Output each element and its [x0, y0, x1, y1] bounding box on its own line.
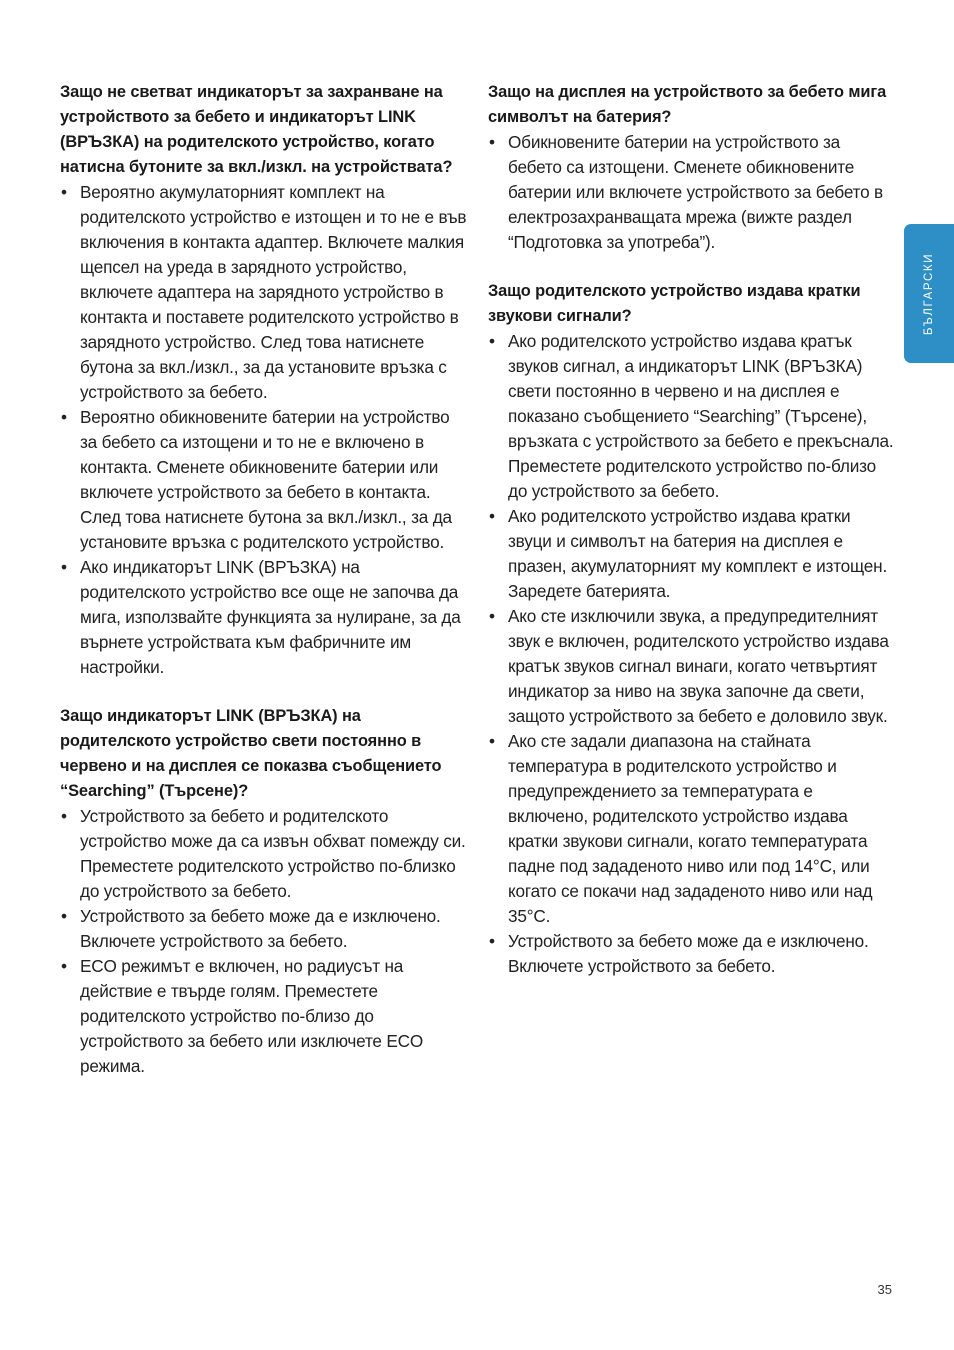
faq-answer: [60, 904, 468, 954]
bullet-icon: •: [61, 956, 67, 976]
faq-question: Защо не светват индикаторът за захранване на устройството за бебето и индикаторът LINK (ВРЪЗКА) на родителското устройство, когато натисна бутоните за вкл./изкл. на устройствата?: [60, 83, 453, 176]
faq-answer: [488, 604, 896, 729]
faq-answer-text: Устройството за бебето може да е изключено. Включете устройството за бебето.: [80, 906, 441, 951]
faq-section: [488, 80, 896, 255]
faq-answer: [60, 405, 468, 555]
bullet-icon: •: [61, 557, 67, 577]
left-column: [60, 80, 468, 1103]
faq-answers: [60, 804, 468, 1079]
faq-section: [488, 279, 896, 979]
faq-answer-text: Обикновените батерии на устройството за бебето са изтощени. Сменете обикновените батерии или включете устройството за бебето в електрозахранващата мрежа (вижте раздел “Подготовка за употреба”).: [508, 132, 883, 252]
faq-answer-text: Вероятно обикновените батерии на устройство за бебето са изтощени и то не е включено в контакта. Сменете обикновените батерии или включете устройството за бебето в контакта. След това натиснете бутона за вкл./изкл., за да установите връзка с родителското устройство.: [80, 407, 452, 552]
page-number: 35: [877, 1282, 892, 1297]
faq-answer: [488, 929, 896, 979]
faq-answer-text: Ако родителското устройство издава кратък звуков сигнал, а индикаторът LINK (ВРЪЗКА) свети постоянно в червено и на дисплея е показано съобщението “Searching” (Търсене), връзката с устройството за бебето е прекъснала. Преместете родителското устройство по-близо до устройството за бебето.: [508, 331, 894, 501]
right-column: [488, 80, 896, 1003]
faq-question: Защо на дисплея на устройството за бебето мига символът на батерия?: [488, 83, 887, 126]
faq-answer: [60, 954, 468, 1079]
faq-answer: [488, 504, 896, 604]
bullet-icon: •: [61, 182, 67, 202]
faq-answer-text: Ако сте изключили звука, а предупредителният звук е включен, родителското устройство издава кратък звуков сигнал винаги, когато четвъртият индикатор за ниво на звука започне да свети, защото устройството за бебето е доловило звук.: [508, 606, 889, 726]
faq-answer-text: Устройството за бебето може да е изключено. Включете устройството за бебето.: [508, 931, 869, 976]
bullet-icon: •: [489, 331, 495, 351]
faq-answer-text: Ако индикаторът LINK (ВРЪЗКА) на родителското устройство все още не започва да мига, използвайте функцията за нулиране, за да върнете устройствата към фабричните им настройки.: [80, 557, 461, 677]
faq-section: [60, 80, 468, 680]
faq-answer: [488, 130, 896, 255]
faq-answer-text: Ако родителското устройство издава кратки звуци и символът на батерия на дисплея е празен, акумулаторният му комплект е изтощен. Заредете батерията.: [508, 506, 888, 601]
bullet-icon: •: [489, 132, 495, 152]
bullet-icon: •: [489, 606, 495, 626]
faq-section: [60, 704, 468, 1079]
faq-answer: [60, 180, 468, 405]
faq-answer: [488, 329, 896, 504]
faq-answers: [488, 329, 896, 979]
faq-answer: [60, 555, 468, 680]
bullet-icon: •: [61, 407, 67, 427]
faq-answer-text: Вероятно акумулаторният комплект на родителското устройство е изтощен и то не е във включения в контакта адаптер. Включете малкия щепсел на уреда в зарядното устройство, включете адаптера на зарядното устройство в контакта и поставете родителското устройство в зарядното устройство. След това натиснете бутона за вкл./изкл., за да установите връзка с устройството за бебето.: [80, 182, 467, 402]
bullet-icon: •: [489, 931, 495, 951]
faq-answer: [488, 729, 896, 929]
bullet-icon: •: [61, 906, 67, 926]
faq-answer: [60, 804, 468, 904]
faq-question: Защо индикаторът LINK (ВРЪЗКА) на родителското устройство свети постоянно в червено и на дисплея се показва съобщението “Searching” (Търсене)?: [60, 707, 442, 800]
bullet-icon: •: [489, 731, 495, 751]
bullet-icon: •: [61, 806, 67, 826]
faq-answer-text: Устройството за бебето и родителското устройство може да са извън обхват помежду си. Преместете родителското устройство по-близко до устройството за бебето.: [80, 806, 466, 901]
faq-answer-text: ECO режимът е включен, но радиусът на действие е твърде голям. Преместете родителското устройство по-близо до устройството за бебето или изключете ECO режима.: [80, 956, 424, 1076]
faq-answers: [488, 130, 896, 255]
faq-answers: [60, 180, 468, 680]
faq-answer-text: Ако сте задали диапазона на стайната температура в родителското устройство и предупреждението за температурата е включено, родителското устройство издава кратки звукови сигнали, когато температурата падне под зададеното ниво или под 14°C, или когато се покачи над зададеното ниво или над 35°C.: [508, 731, 873, 926]
bullet-icon: •: [489, 506, 495, 526]
faq-question: Защо родителското устройство издава кратки звукови сигнали?: [488, 282, 861, 325]
language-tab-label: БЪЛГАРСКИ: [923, 252, 935, 335]
language-tab: [904, 224, 954, 363]
